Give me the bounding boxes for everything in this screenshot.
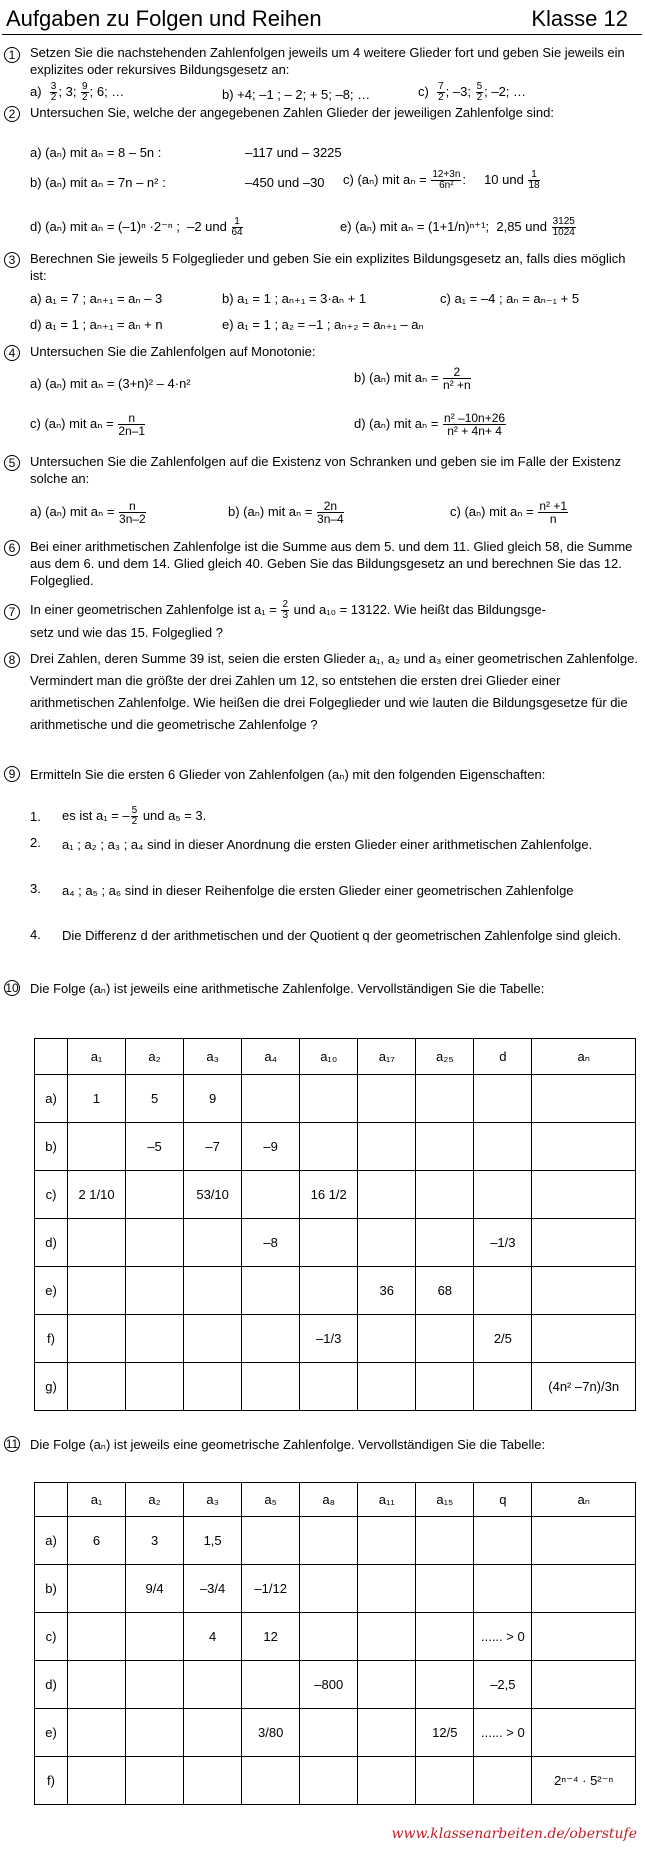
- table-cell: [358, 1219, 416, 1267]
- row-label: d): [35, 1661, 68, 1709]
- table-row: [35, 1171, 636, 1219]
- denominator: 3: [282, 610, 289, 621]
- row-label: b): [35, 1565, 68, 1613]
- table-cell: [126, 1613, 184, 1661]
- fraction: [281, 600, 289, 621]
- table-row: [35, 1613, 636, 1661]
- table-cell: ...... > 0: [474, 1613, 532, 1661]
- table-cell: [474, 1123, 532, 1171]
- table-cell: –8: [242, 1219, 300, 1267]
- text: es ist a₁ = –: [62, 807, 130, 823]
- table-row: [35, 1517, 636, 1565]
- row-label: b): [35, 1123, 68, 1171]
- table-cell: 12: [242, 1613, 300, 1661]
- table-cell: [68, 1315, 126, 1363]
- task-5c: [450, 500, 569, 525]
- task-9-item-number: 2.: [30, 835, 41, 850]
- denominator: 18: [528, 180, 540, 191]
- table-cell: [68, 1123, 126, 1171]
- table-cell: [126, 1171, 184, 1219]
- table-header-cell: aₙ: [532, 1039, 636, 1075]
- numerator: 9: [82, 81, 88, 92]
- table-header-cell: a₈: [300, 1483, 358, 1517]
- table-cell: [126, 1267, 184, 1315]
- table-cell: [416, 1757, 474, 1805]
- task-number: 5: [4, 455, 20, 471]
- fraction: [50, 82, 58, 103]
- table-header-cell: a₃: [184, 1483, 242, 1517]
- table-cell: [184, 1709, 242, 1757]
- denominator: 2: [82, 92, 88, 103]
- task-3c: c) a₁ = –4 ; aₙ = aₙ₋₁ + 5: [440, 291, 580, 306]
- denominator: 2: [131, 816, 138, 827]
- table-cell: [474, 1363, 532, 1411]
- task-number: 4: [4, 345, 20, 361]
- row-label: c): [35, 1613, 68, 1661]
- table-header-cell: a₃: [184, 1039, 242, 1075]
- table-header-row: [35, 1039, 636, 1075]
- task-10-text: Die Folge (aₙ) ist jeweils eine arithmetische Zahlenfolge. Vervollständigen Sie die Tabelle:: [30, 981, 545, 996]
- task-2b: b) (aₙ) mit aₙ = 7n – n² :: [30, 175, 166, 190]
- task-3d: d) a₁ = 1 ; aₙ₊₁ = aₙ + n: [30, 317, 163, 332]
- table-row: [35, 1219, 636, 1267]
- table-row: [35, 1075, 636, 1123]
- table-cell: 1,5: [184, 1517, 242, 1565]
- table-cell: [532, 1517, 636, 1565]
- table-cell: 12/5: [416, 1709, 474, 1757]
- table-cell: –5: [126, 1123, 184, 1171]
- table-header-cell: a₅: [242, 1483, 300, 1517]
- table-cell: 68: [416, 1267, 474, 1315]
- task-2c: c) (aₙ) mit aₙ = $\frac{12+3n}{\text{6n²}}$ : 10 und $\frac{1}{18}$: [343, 169, 540, 191]
- label: c): [418, 83, 429, 99]
- numerator: 12+3n: [432, 169, 461, 180]
- table-cell: 36: [358, 1267, 416, 1315]
- task-4b: [354, 366, 472, 391]
- table-cell: [242, 1661, 300, 1709]
- fraction: [437, 82, 445, 103]
- table-cell: –1/12: [242, 1565, 300, 1613]
- table-cell: [474, 1517, 532, 1565]
- numerator: n: [118, 412, 145, 425]
- task-9-item-number: 1.: [30, 809, 41, 824]
- task-1c: [418, 82, 526, 103]
- table-cell: [242, 1757, 300, 1805]
- row-label: a): [35, 1517, 68, 1565]
- fraction: [443, 412, 506, 437]
- denominator: 3n–4: [317, 512, 344, 526]
- task-8-text: Drei Zahlen, deren Summe 39 ist, seien die ersten Glieder a₁, a₂ und a₃ einer geometrischen Zahlenfolge. Vermindert man die größte der drei Zahlen um 12, so entstehen die ersten drei Glieder einer arithmetischen Zahlenfolge. Wie heißen die drei Folgeglieder und wie lauten die Bildungsgesetze für die arithmetische und die geometrische Zahlenfolge ?: [30, 651, 639, 732]
- fraction: [118, 412, 145, 437]
- table-cell: 16 1/2: [300, 1171, 358, 1219]
- denominator: n² + 4n+ 4: [447, 424, 502, 438]
- table-cell: [68, 1565, 126, 1613]
- footer-url: www.klassenarbeiten.de/oberstufe: [391, 1826, 637, 1842]
- fraction: [538, 500, 568, 525]
- table-cell: [532, 1267, 636, 1315]
- table-cell: [242, 1517, 300, 1565]
- table-cell: [68, 1661, 126, 1709]
- table-header-cell: a₄: [242, 1039, 300, 1075]
- task-3e: e) a₁ = 1 ; a₂ = –1 ; aₙ₊₂ = aₙ₊₁ – aₙ: [222, 317, 424, 332]
- table-cell: [300, 1123, 358, 1171]
- table-cell: [300, 1517, 358, 1565]
- table-header-cell: a₁: [68, 1039, 126, 1075]
- fraction: [317, 500, 344, 525]
- table-cell: [532, 1565, 636, 1613]
- task-number: 2: [4, 106, 20, 122]
- denominator: 2: [50, 92, 57, 103]
- task-5b: [228, 500, 345, 525]
- table-cell: [416, 1171, 474, 1219]
- table-cell: [474, 1565, 532, 1613]
- table-row: [35, 1565, 636, 1613]
- task-number: 9: [4, 766, 20, 782]
- table-cell: (4n² –7n)/3n: [532, 1363, 636, 1411]
- table-cell: [300, 1075, 358, 1123]
- table-row: [35, 1315, 636, 1363]
- task-3-text: Berechnen Sie jeweils 5 Folgeglieder und geben Sie ein explizites Bildungsgesetz an, falls dies möglich ist:: [30, 251, 626, 283]
- table-cell: 3: [126, 1517, 184, 1565]
- arithmetic-table: [34, 1038, 636, 1411]
- task-number: 11: [5, 1437, 19, 1451]
- table-row: [35, 1267, 636, 1315]
- table-cell: [68, 1219, 126, 1267]
- table-cell: –1/3: [300, 1315, 358, 1363]
- table-cell: [358, 1709, 416, 1757]
- numerator: 1: [528, 170, 539, 181]
- table-cell: –9: [242, 1123, 300, 1171]
- numerator: 1: [232, 217, 243, 228]
- fraction: [476, 82, 484, 103]
- table-cell: [300, 1757, 358, 1805]
- numerator: n: [119, 500, 146, 513]
- row-label: f): [35, 1315, 68, 1363]
- fraction: [232, 217, 243, 238]
- text: ; 6; …: [89, 83, 125, 99]
- table-row: [35, 1661, 636, 1709]
- table-cell: [474, 1075, 532, 1123]
- fraction: [119, 500, 146, 525]
- table-cell: [126, 1219, 184, 1267]
- task-2e: [340, 217, 577, 238]
- table-cell: [416, 1565, 474, 1613]
- table-cell: 2ⁿ⁻⁴ · 5²⁻ⁿ: [532, 1757, 636, 1805]
- text: ; 3;: [58, 83, 81, 99]
- table-cell: [184, 1757, 242, 1805]
- fraction: [443, 366, 471, 391]
- table-cell: [242, 1315, 300, 1363]
- numerator: 7: [438, 81, 444, 92]
- table-cell: [416, 1075, 474, 1123]
- row-label: a): [35, 1075, 68, 1123]
- table-cell: [242, 1171, 300, 1219]
- table-cell: 5: [126, 1075, 184, 1123]
- table-cell: [68, 1267, 126, 1315]
- table-header-cell: aₙ: [532, 1483, 636, 1517]
- table-cell: [184, 1363, 242, 1411]
- table-cell: [474, 1267, 532, 1315]
- task-2a: a) (aₙ) mit aₙ = 8 – 5n :: [30, 145, 162, 160]
- task-6-text: Bei einer arithmetischen Zahlenfolge ist die Summe aus dem 5. und dem 11. Glied gleich 58, die Summe aus dem 6. und dem 14. Glied gleich 40. Geben Sie das Bildungsgesetz an und berechnen Sie das 12. Folgeglied.: [30, 539, 633, 588]
- denominator: 3n–2: [119, 512, 146, 526]
- table-cell: [532, 1709, 636, 1757]
- text: und a₅ = 3.: [142, 807, 207, 823]
- table-cell: [532, 1075, 636, 1123]
- table-cell: [532, 1219, 636, 1267]
- table-cell: [416, 1315, 474, 1363]
- table-row: [35, 1709, 636, 1757]
- task-number: 8: [4, 652, 20, 668]
- row-label: c): [35, 1171, 68, 1219]
- table-cell: [68, 1363, 126, 1411]
- table-cell: [68, 1613, 126, 1661]
- table-cell: [416, 1613, 474, 1661]
- task-9-item-number: 3.: [30, 881, 41, 896]
- values: 2,85 und: [496, 218, 547, 234]
- label: c) (aₙ) mit aₙ =: [450, 503, 534, 519]
- table-cell: ...... > 0: [474, 1709, 532, 1757]
- table-cell: [358, 1613, 416, 1661]
- table-cell: [68, 1757, 126, 1805]
- task-2a-values: –117 und – 3225: [245, 145, 342, 160]
- table-cell: [126, 1709, 184, 1757]
- table-cell: [300, 1363, 358, 1411]
- task-9-item-2: a₁ ; a₂ ; a₃ ; a₄ sind in dieser Anordnung die ersten Glieder einer arithmetischen Zahlenfolge.: [62, 837, 593, 852]
- task-5a: [30, 500, 147, 525]
- table-cell: 2 1/10: [68, 1171, 126, 1219]
- label: c) (aₙ) mit aₙ =: [343, 171, 427, 187]
- table-cell: [358, 1171, 416, 1219]
- denominator: 6n²: [439, 180, 454, 191]
- task-9-item-number: 4.: [30, 927, 41, 942]
- denominator: n: [549, 512, 557, 526]
- table-row: [35, 1757, 636, 1805]
- task-9-item-4: Die Differenz d der arithmetischen und der Quotient q der geometrischen Zahlenfolge sind gleich.: [62, 928, 622, 943]
- task-3b: b) a₁ = 1 ; aₙ₊₁ = 3·aₙ + 1: [222, 291, 367, 306]
- task-1-text: Setzen Sie die nachstehenden Zahlenfolgen jeweils um 4 weitere Glieder fort und geben Sie jeweils ein explizites oder rekursives Bildungsgesetz an:: [30, 45, 625, 77]
- denominator: 2: [476, 92, 483, 103]
- row-label: f): [35, 1757, 68, 1805]
- numerator: 2n: [317, 500, 344, 513]
- table-cell: 53/10: [184, 1171, 242, 1219]
- row-label: g): [35, 1363, 68, 1411]
- numerator: 5: [131, 805, 138, 816]
- table-header-cell: q: [474, 1483, 532, 1517]
- table-cell: [300, 1219, 358, 1267]
- table-cell: [358, 1517, 416, 1565]
- denominator: n² +n: [443, 378, 471, 392]
- table-cell: [416, 1661, 474, 1709]
- table-cell: [126, 1363, 184, 1411]
- task-1b: b) +4; –1 ; – 2; + 5; –8; …: [222, 87, 371, 102]
- table-cell: [126, 1661, 184, 1709]
- numerator: 5: [476, 81, 483, 92]
- task-11-text: Die Folge (aₙ) ist jeweils eine geometrische Zahlenfolge. Vervollständigen Sie die Tabelle:: [30, 1437, 546, 1452]
- table-cell: –1/3: [474, 1219, 532, 1267]
- fraction: [552, 217, 576, 238]
- table-header-cell: a₁₁: [358, 1483, 416, 1517]
- task-number: 1: [4, 47, 20, 63]
- label: e) (aₙ) mit aₙ = (1+1/n)ⁿ⁺¹;: [340, 218, 490, 234]
- row-label: d): [35, 1219, 68, 1267]
- denominator: 1024: [552, 227, 575, 238]
- table-cell: [242, 1267, 300, 1315]
- table-cell: 2/5: [474, 1315, 532, 1363]
- table-cell: [300, 1267, 358, 1315]
- table-cell: [358, 1363, 416, 1411]
- label: a): [30, 83, 42, 99]
- task-4d: [354, 412, 507, 437]
- table-row: [35, 1363, 636, 1411]
- text: ; –2; …: [484, 83, 527, 99]
- table-header-cell: a₁₀: [300, 1039, 358, 1075]
- task-4-text: Untersuchen Sie die Zahlenfolgen auf Monotonie:: [30, 344, 316, 359]
- task-5-text: Untersuchen Sie die Zahlenfolgen auf die Existenz von Schranken und geben sie im Falle der Existenz solche an:: [30, 454, 622, 486]
- table-cell: [532, 1123, 636, 1171]
- task-number: 3: [4, 252, 20, 268]
- numerator: 2: [282, 599, 289, 610]
- task-3a: a) a₁ = 7 ; aₙ₊₁ = aₙ – 3: [30, 291, 163, 306]
- table-cell: [242, 1363, 300, 1411]
- task-9-item-3: a₄ ; a₅ ; a₆ sind in dieser Reihenfolge die ersten Glieder einer geometrischen Zahlenfolge: [62, 883, 574, 898]
- values: 10 und: [484, 171, 524, 187]
- table-cell: [184, 1661, 242, 1709]
- text: und a₁₀ = 13122. Wie heißt das Bildungsge-: [293, 601, 546, 617]
- table-cell: [358, 1315, 416, 1363]
- table-cell: [300, 1709, 358, 1757]
- fraction: [528, 170, 539, 191]
- denominator: 64: [231, 227, 243, 238]
- task-4a: a) (aₙ) mit aₙ = (3+n)² – 4·n²: [30, 376, 191, 391]
- table-cell: [532, 1661, 636, 1709]
- table-cell: [416, 1219, 474, 1267]
- table-cell: [184, 1267, 242, 1315]
- table-cell: 9: [184, 1075, 242, 1123]
- numerator: 3125: [552, 216, 575, 227]
- header: [4, 6, 634, 32]
- task-9-text: Ermitteln Sie die ersten 6 Glieder von Zahlenfolgen (aₙ) mit den folgenden Eigenschaften:: [30, 767, 546, 782]
- task-number: 7: [4, 604, 20, 620]
- table-header-cell: a₂₅: [416, 1039, 474, 1075]
- table-cell: [358, 1565, 416, 1613]
- denominator: 2n–1: [118, 424, 146, 438]
- numerator: n² +1: [539, 499, 567, 513]
- table-cell: [126, 1757, 184, 1805]
- table-cell: [126, 1315, 184, 1363]
- fraction: [81, 82, 89, 103]
- text: In einer geometrischen Zahlenfolge ist a₁ =: [30, 601, 277, 617]
- label: b) (aₙ) mit aₙ =: [228, 503, 313, 519]
- table-cell: [242, 1075, 300, 1123]
- table-cell: [358, 1123, 416, 1171]
- table-cell: –7: [184, 1123, 242, 1171]
- task-2b-values: –450 und –30: [245, 175, 325, 190]
- task-1a: [30, 82, 124, 103]
- table-cell: [416, 1123, 474, 1171]
- table-cell: 4: [184, 1613, 242, 1661]
- task-9-item-1: [62, 806, 206, 827]
- table-cell: [416, 1517, 474, 1565]
- label: d) (aₙ) mit aₙ =: [354, 415, 439, 431]
- numerator: 3: [50, 81, 57, 92]
- label: d) (aₙ) mit aₙ = (–1)ⁿ ·2⁻ⁿ ;: [30, 218, 180, 234]
- table-header-row: [35, 1483, 636, 1517]
- table-cell: [68, 1709, 126, 1757]
- fraction: [431, 170, 461, 191]
- table-cell: [474, 1757, 532, 1805]
- task-7-line1: [30, 600, 546, 621]
- table-cell: [300, 1565, 358, 1613]
- table-cell: 1: [68, 1075, 126, 1123]
- row-label: e): [35, 1709, 68, 1757]
- divider: [2, 34, 642, 35]
- task-2d: [30, 217, 244, 238]
- page-title: Aufgaben zu Folgen und Reihen: [6, 6, 322, 31]
- values: –2 und: [187, 218, 227, 234]
- table-cell: [358, 1075, 416, 1123]
- table-cell: –2,5: [474, 1661, 532, 1709]
- table-cell: [532, 1613, 636, 1661]
- task-7-line2: setz und wie das 15. Folgeglied ?: [30, 625, 223, 640]
- table-cell: [358, 1757, 416, 1805]
- table-header-cell: a₂: [126, 1039, 184, 1075]
- table-cell: –800: [300, 1661, 358, 1709]
- table-header-cell: a₁₅: [416, 1483, 474, 1517]
- table-cell: –3/4: [184, 1565, 242, 1613]
- class-label: Klasse 12: [531, 6, 628, 31]
- label: b) (aₙ) mit aₙ =: [354, 369, 439, 385]
- table-header-cell: a₂: [126, 1483, 184, 1517]
- table-cell: [532, 1315, 636, 1363]
- task-2-text: Untersuchen Sie, welche der angegebenen Zahlen Glieder der jeweiligen Zahlenfolge sind:: [30, 105, 554, 120]
- table-cell: [184, 1315, 242, 1363]
- table-cell: 3/80: [242, 1709, 300, 1757]
- table-header-cell: a₁₇: [358, 1039, 416, 1075]
- numerator: n² –10n+26: [444, 411, 506, 425]
- table-cell: [184, 1219, 242, 1267]
- numerator: 2: [443, 366, 471, 379]
- table-cell: [416, 1363, 474, 1411]
- table-cell: [300, 1613, 358, 1661]
- denominator: 2: [438, 92, 444, 103]
- table-cell: 6: [68, 1517, 126, 1565]
- table-header-cell: a₁: [68, 1483, 126, 1517]
- table-header-cell: [35, 1039, 68, 1075]
- task-4c: [30, 412, 146, 437]
- fraction: [131, 806, 139, 827]
- table-row: [35, 1123, 636, 1171]
- table-cell: [474, 1171, 532, 1219]
- table-header-cell: [35, 1483, 68, 1517]
- table-header-cell: d: [474, 1039, 532, 1075]
- row-label: e): [35, 1267, 68, 1315]
- label: a) (aₙ) mit aₙ =: [30, 503, 115, 519]
- text: ; –3;: [445, 83, 475, 99]
- task-number: 10: [5, 981, 19, 995]
- table-cell: [358, 1661, 416, 1709]
- table-cell: [532, 1171, 636, 1219]
- label: c) (aₙ) mit aₙ =: [30, 415, 114, 431]
- geometric-table: [34, 1482, 636, 1805]
- table-cell: 9/4: [126, 1565, 184, 1613]
- task-number: 6: [4, 540, 20, 556]
